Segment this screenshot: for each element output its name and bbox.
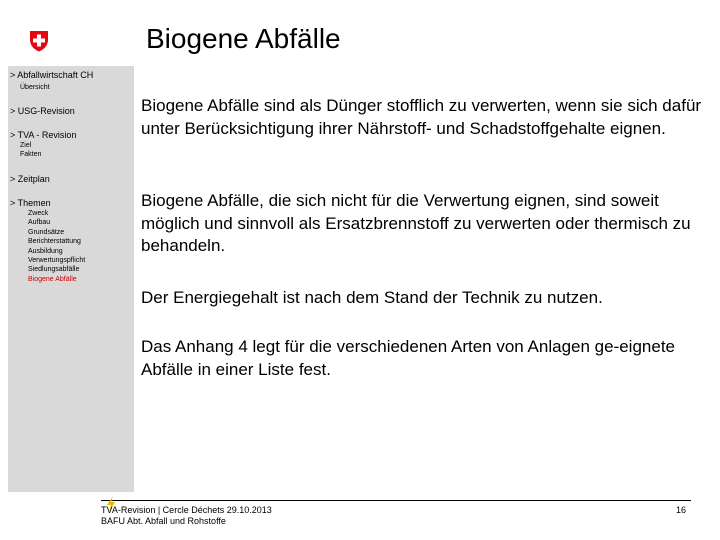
nav-zeitplan[interactable]: > Zeitplan bbox=[10, 174, 50, 184]
nav-sub-grundsaetze[interactable]: Grundsätze bbox=[28, 228, 65, 236]
nav-sub-aufbau[interactable]: Aufbau bbox=[28, 219, 51, 227]
footer-divider bbox=[101, 500, 691, 501]
nav-tva-revision[interactable]: > TVA - Revision bbox=[10, 130, 77, 140]
content-paragraph-4: Das Anhang 4 legt für die verschiedenen Arten von Anlagen ge-eignete Abfälle in einer Liste fest. bbox=[141, 337, 675, 379]
nav-themen-sublist bbox=[28, 209, 85, 284]
nav-sub-berichterstattung[interactable]: Berichterstattung bbox=[28, 238, 81, 246]
content-paragraph-3: Der Energiegehalt ist nach dem Stand der Technik zu nutzen. bbox=[141, 288, 603, 307]
page-title: Biogene Abfälle bbox=[146, 23, 341, 54]
nav-sub-fakten[interactable]: Fakten bbox=[20, 151, 42, 159]
nav-sub-siedlungsabfaelle[interactable]: Siedlungsabfälle bbox=[28, 266, 80, 274]
content-paragraph-2: Biogene Abfälle, die sich nicht für die Verwertung eignen, sind soweit möglich und sinnvoll als Ersatzbrennstoff zu verwerten oder thermisch zu behandeln. bbox=[141, 191, 691, 255]
nav-sub-biogene-abfaelle-active[interactable]: Biogene Abfälle bbox=[28, 275, 77, 283]
nav-sub-verwertungspflicht[interactable]: Verwertungspflicht bbox=[28, 257, 86, 265]
nav-tva-sublist bbox=[20, 141, 41, 160]
swiss-cross-logo bbox=[28, 30, 50, 52]
nav-themen[interactable]: > Themen bbox=[10, 198, 51, 208]
nav-sub-zweck[interactable]: Zweck bbox=[28, 210, 49, 217]
nav-usg-revision[interactable]: > USG-Revision bbox=[10, 106, 75, 116]
footer-line-2: BAFU Abt. Abfall und Rohstoffe bbox=[101, 516, 226, 526]
nav-abfallwirtschaft-ch[interactable]: > Abfallwirtschaft CH bbox=[10, 70, 94, 80]
footer-line-1: TVA-Revision | Cercle Déchets 29.10.2013 bbox=[101, 505, 272, 515]
nav-sub-ausbildung[interactable]: Ausbildung bbox=[28, 247, 63, 255]
footer-info bbox=[101, 505, 272, 527]
nav-sub-uebersicht[interactable]: Übersicht bbox=[20, 84, 50, 91]
content-paragraph-1: Biogene Abfälle sind als Dünger stofflich zu verwerten, wenn sie sich dafür unter Berücksichtigung ihrer Nährstoff- und Schadstoffgehalte eignen. bbox=[141, 96, 702, 138]
page-number: 16 bbox=[676, 505, 687, 515]
nav-sub-ziel[interactable]: Ziel bbox=[20, 142, 32, 149]
